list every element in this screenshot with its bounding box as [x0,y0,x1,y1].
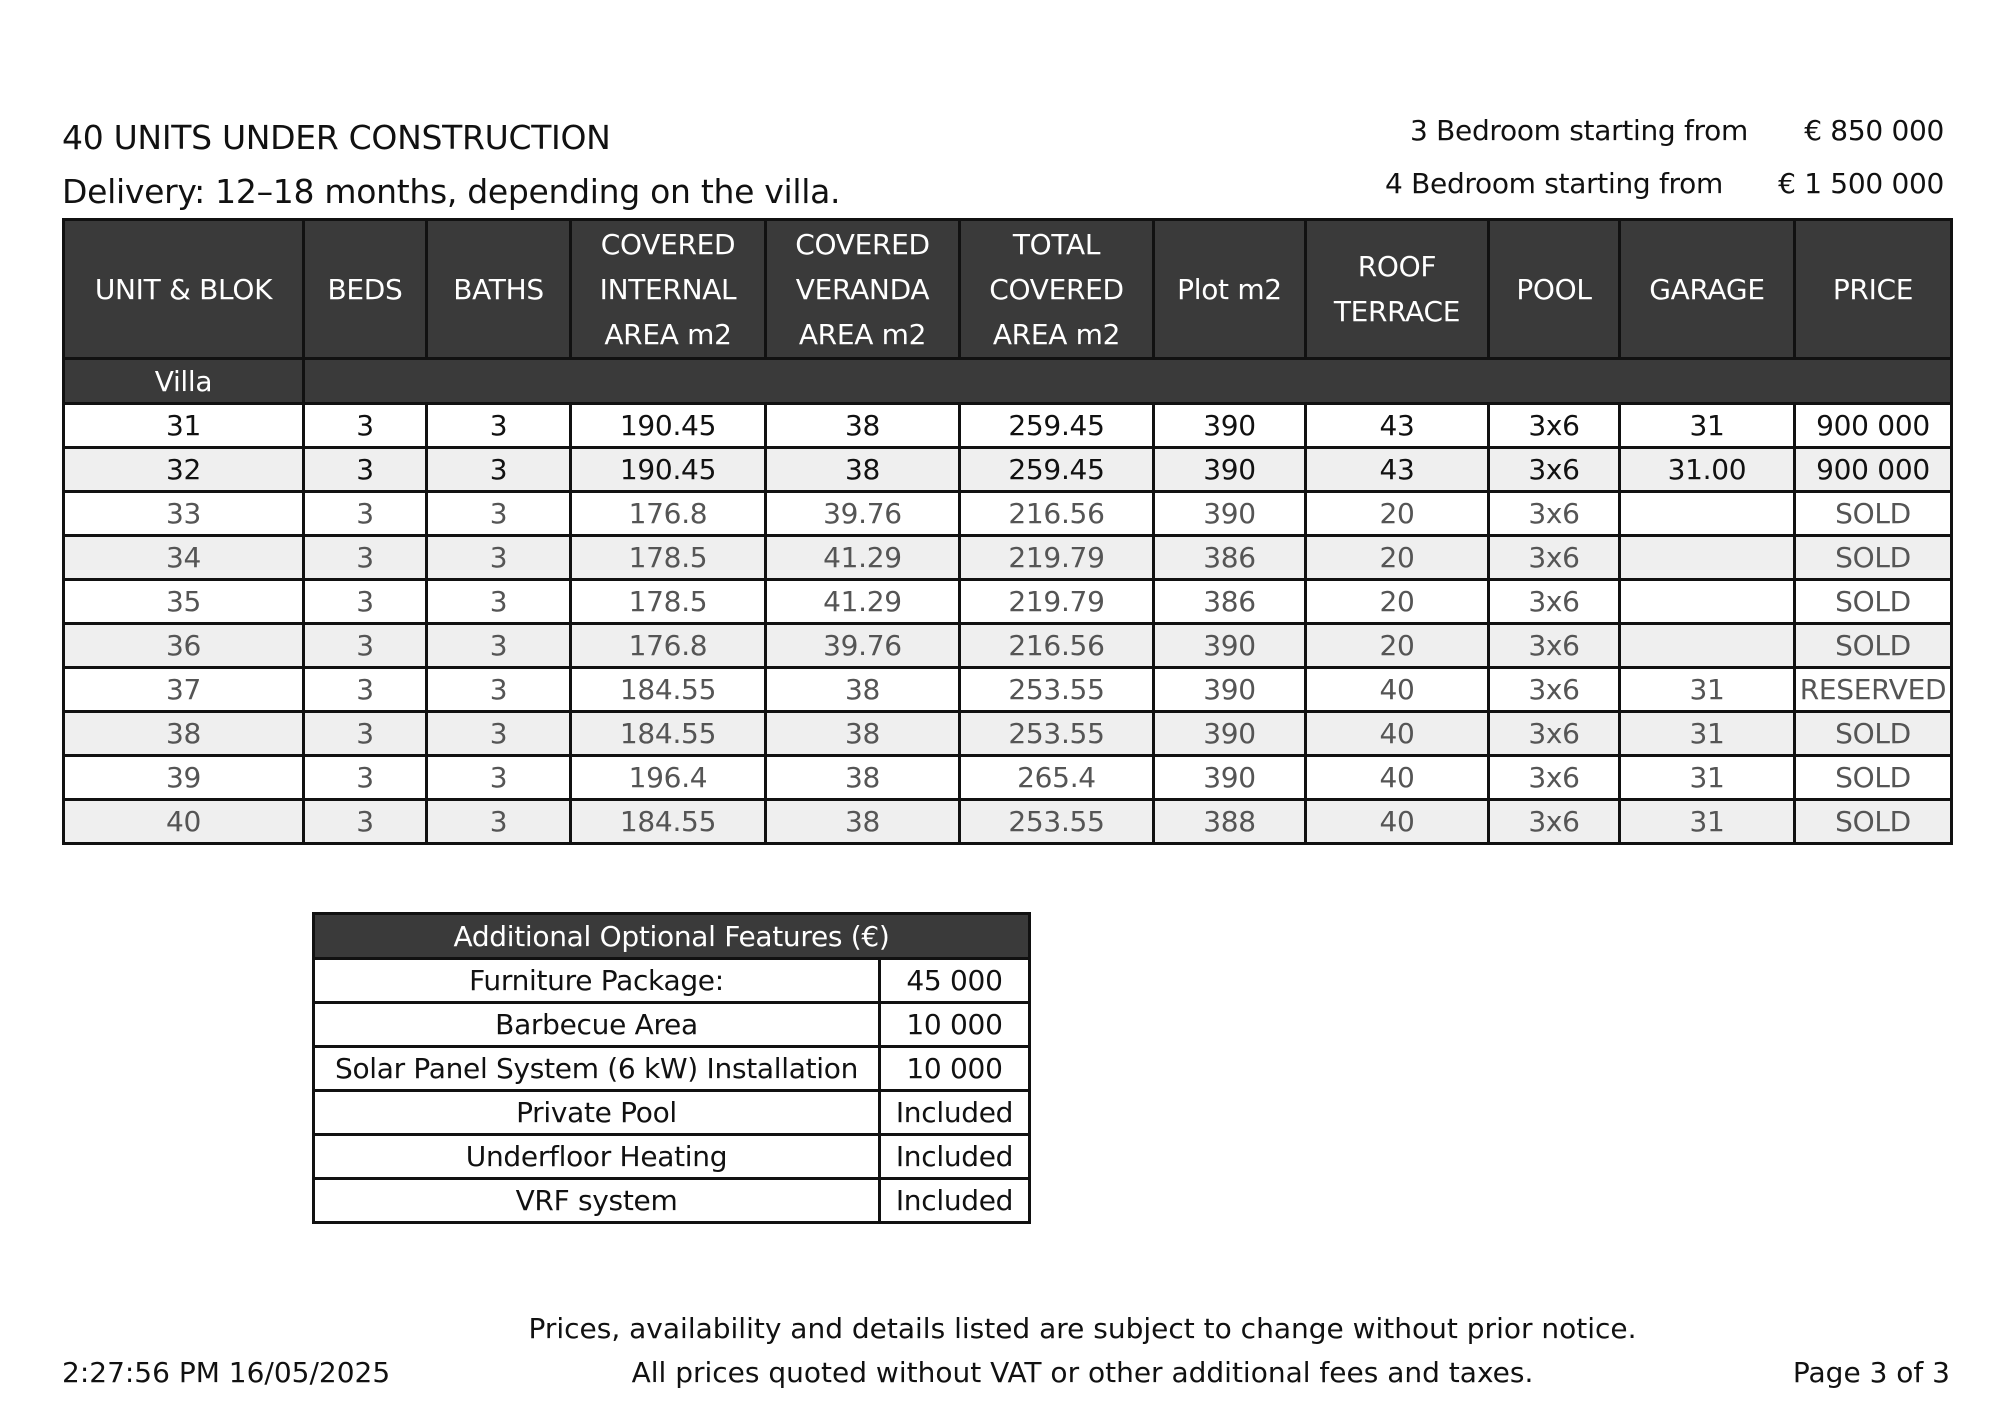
cell-internal-area: 184.55 [571,800,766,844]
cell-pool: 3x6 [1489,756,1620,800]
cell-veranda-area: 39.76 [766,624,960,668]
features-header-row [314,914,1030,959]
cell-pool: 3x6 [1489,404,1620,448]
cell-price: SOLD [1795,624,1952,668]
cell-pool: 3x6 [1489,580,1620,624]
cell-roof-terrace: 40 [1306,712,1489,756]
feature-row [314,1003,1030,1047]
feature-row [314,1135,1030,1179]
cell-garage: 31 [1620,668,1795,712]
footer-notice-availability: Prices, availability and details listed are subject to change without prior notice. [528,1312,1637,1345]
table-row [64,800,1952,844]
cell-unit: 36 [64,624,304,668]
cell-roof-terrace: 40 [1306,756,1489,800]
cell-internal-area: 190.45 [571,448,766,492]
cell-roof-terrace: 20 [1306,580,1489,624]
cell-baths: 3 [427,712,571,756]
cell-unit: 38 [64,712,304,756]
cell-total-area: 219.79 [960,536,1154,580]
cell-total-area: 216.56 [960,492,1154,536]
cell-veranda-area: 38 [766,712,960,756]
cell-baths: 3 [427,756,571,800]
feature-name: Underfloor Heating [314,1135,880,1179]
cell-beds: 3 [304,448,427,492]
cell-unit: 35 [64,580,304,624]
cell-total-area: 253.55 [960,800,1154,844]
table-row [64,756,1952,800]
feature-row [314,959,1030,1003]
cell-plot: 390 [1154,712,1306,756]
group-filler [304,359,1952,404]
cell-total-area: 253.55 [960,668,1154,712]
cell-beds: 3 [304,800,427,844]
cell-veranda-area: 38 [766,756,960,800]
col-roof-terrace-header: ROOF TERRACE [1306,220,1489,359]
cell-garage: 31.00 [1620,448,1795,492]
cell-plot: 390 [1154,668,1306,712]
cell-baths: 3 [427,580,571,624]
cell-garage [1620,492,1795,536]
cell-baths: 3 [427,624,571,668]
cell-internal-area: 184.55 [571,712,766,756]
cell-garage [1620,580,1795,624]
group-row [64,359,1952,404]
price-3-bedroom-value: € 850 000 [1804,114,1944,147]
cell-pool: 3x6 [1489,800,1620,844]
cell-pool: 3x6 [1489,668,1620,712]
feature-name: Barbecue Area [314,1003,880,1047]
cell-pool: 3x6 [1489,492,1620,536]
feature-value: 10 000 [880,1047,1030,1091]
cell-pool: 3x6 [1489,536,1620,580]
cell-veranda-area: 41.29 [766,536,960,580]
feature-name: Furniture Package: [314,959,880,1003]
table-row [64,492,1952,536]
cell-baths: 3 [427,668,571,712]
cell-plot: 390 [1154,492,1306,536]
cell-veranda-area: 38 [766,800,960,844]
delivery-note: Delivery: 12–18 months, depending on the villa. [62,172,841,211]
cell-internal-area: 184.55 [571,668,766,712]
cell-baths: 3 [427,536,571,580]
cell-total-area: 216.56 [960,624,1154,668]
col-total-area-header: TOTAL COVERED AREA m2 [960,220,1154,359]
cell-plot: 390 [1154,624,1306,668]
cell-internal-area: 178.5 [571,580,766,624]
footer-timestamp: 2:27:56 PM 16/05/2025 [62,1356,391,1389]
feature-name: VRF system [314,1179,880,1223]
cell-unit: 40 [64,800,304,844]
col-plot-header: Plot m2 [1154,220,1306,359]
features-table [312,912,1031,1224]
cell-roof-terrace: 20 [1306,492,1489,536]
cell-total-area: 259.45 [960,404,1154,448]
cell-total-area: 259.45 [960,448,1154,492]
cell-price: SOLD [1795,712,1952,756]
price-4-bedroom-value: € 1 500 000 [1778,167,1944,200]
cell-total-area: 219.79 [960,580,1154,624]
table-row [64,580,1952,624]
cell-beds: 3 [304,404,427,448]
cell-plot: 386 [1154,536,1306,580]
cell-veranda-area: 41.29 [766,580,960,624]
cell-total-area: 253.55 [960,712,1154,756]
cell-garage: 31 [1620,756,1795,800]
feature-row [314,1091,1030,1135]
cell-unit: 31 [64,404,304,448]
cell-beds: 3 [304,668,427,712]
cell-unit: 37 [64,668,304,712]
cell-internal-area: 176.8 [571,492,766,536]
features-title: Additional Optional Features (€) [314,914,1030,959]
cell-garage: 31 [1620,404,1795,448]
cell-baths: 3 [427,448,571,492]
cell-price: SOLD [1795,492,1952,536]
cell-price: 900 000 [1795,448,1952,492]
cell-garage [1620,536,1795,580]
cell-baths: 3 [427,492,571,536]
table-row [64,404,1952,448]
feature-name: Solar Panel System (6 kW) Installation [314,1047,880,1091]
footer-notice-vat: All prices quoted without VAT or other additional fees and taxes. [631,1356,1534,1389]
cell-roof-terrace: 40 [1306,800,1489,844]
price-3-bedroom-label: 3 Bedroom starting from [1410,114,1748,147]
table-row [64,668,1952,712]
cell-roof-terrace: 40 [1306,668,1489,712]
col-veranda-area-header: COVERED VERANDA AREA m2 [766,220,960,359]
col-beds-header: BEDS [304,220,427,359]
cell-roof-terrace: 43 [1306,448,1489,492]
cell-pool: 3x6 [1489,624,1620,668]
cell-beds: 3 [304,580,427,624]
cell-unit: 39 [64,756,304,800]
cell-internal-area: 176.8 [571,624,766,668]
units-table [62,218,1953,845]
cell-plot: 390 [1154,756,1306,800]
table-row [64,712,1952,756]
price-4-bedroom-label: 4 Bedroom starting from [1385,167,1723,200]
feature-value: 10 000 [880,1003,1030,1047]
cell-baths: 3 [427,404,571,448]
cell-veranda-area: 38 [766,668,960,712]
feature-value: Included [880,1179,1030,1223]
cell-price: SOLD [1795,580,1952,624]
group-label: Villa [64,359,304,404]
cell-plot: 388 [1154,800,1306,844]
cell-pool: 3x6 [1489,712,1620,756]
feature-value: Included [880,1135,1030,1179]
cell-unit: 32 [64,448,304,492]
page-number: Page 3 of 3 [1792,1356,1950,1389]
cell-plot: 390 [1154,404,1306,448]
cell-plot: 390 [1154,448,1306,492]
cell-internal-area: 196.4 [571,756,766,800]
col-internal-area-header: COVERED INTERNAL AREA m2 [571,220,766,359]
page-title: 40 UNITS UNDER CONSTRUCTION [62,118,611,157]
feature-value: Included [880,1091,1030,1135]
cell-total-area: 265.4 [960,756,1154,800]
col-garage-header: GARAGE [1620,220,1795,359]
cell-garage [1620,624,1795,668]
cell-beds: 3 [304,712,427,756]
cell-veranda-area: 39.76 [766,492,960,536]
cell-pool: 3x6 [1489,448,1620,492]
cell-internal-area: 190.45 [571,404,766,448]
cell-beds: 3 [304,536,427,580]
feature-row [314,1179,1030,1223]
cell-beds: 3 [304,492,427,536]
cell-price: SOLD [1795,536,1952,580]
col-unit-header: UNIT & BLOK [64,220,304,359]
cell-price: RESERVED [1795,668,1952,712]
table-row [64,624,1952,668]
cell-unit: 33 [64,492,304,536]
cell-beds: 3 [304,756,427,800]
cell-veranda-area: 38 [766,448,960,492]
cell-roof-terrace: 43 [1306,404,1489,448]
cell-roof-terrace: 20 [1306,624,1489,668]
cell-veranda-area: 38 [766,404,960,448]
cell-garage: 31 [1620,712,1795,756]
cell-plot: 386 [1154,580,1306,624]
cell-beds: 3 [304,624,427,668]
cell-unit: 34 [64,536,304,580]
cell-price: SOLD [1795,756,1952,800]
col-pool-header: POOL [1489,220,1620,359]
col-baths-header: BATHS [427,220,571,359]
cell-garage: 31 [1620,800,1795,844]
feature-row [314,1047,1030,1091]
cell-price: SOLD [1795,800,1952,844]
feature-name: Private Pool [314,1091,880,1135]
cell-internal-area: 178.5 [571,536,766,580]
units-header-row [64,220,1952,359]
col-price-header: PRICE [1795,220,1952,359]
table-row [64,448,1952,492]
feature-value: 45 000 [880,959,1030,1003]
table-row [64,536,1952,580]
cell-price: 900 000 [1795,404,1952,448]
cell-roof-terrace: 20 [1306,536,1489,580]
cell-baths: 3 [427,800,571,844]
